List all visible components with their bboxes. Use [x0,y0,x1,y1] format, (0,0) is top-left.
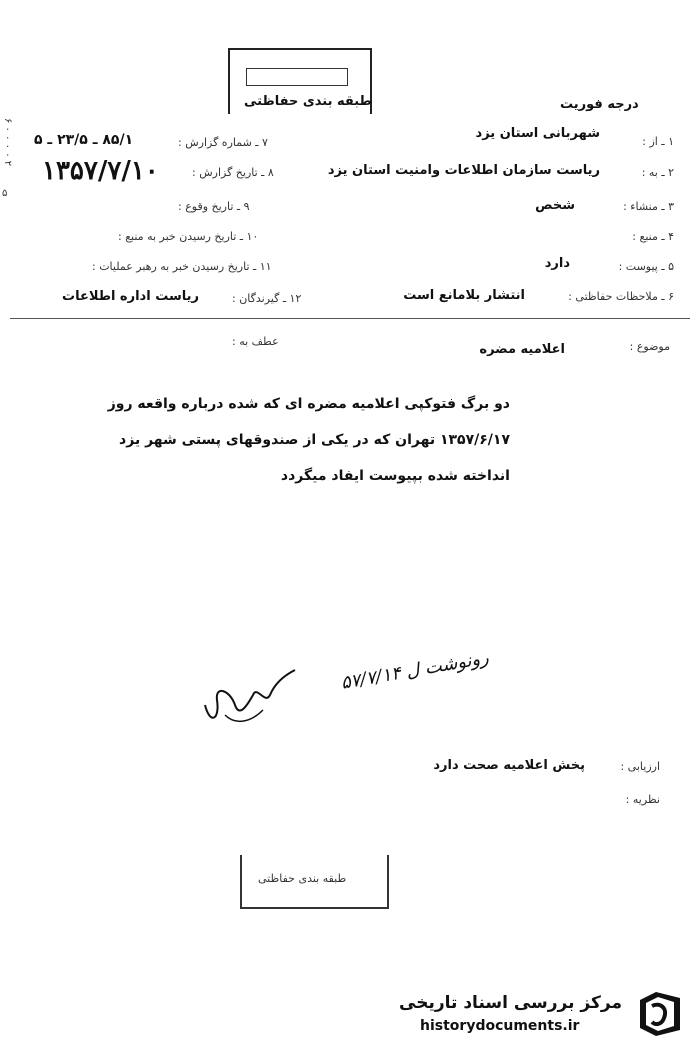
source-label: ۴ ـ منبع : [632,230,674,243]
opinion-label: نظریه : [625,793,660,806]
body-line-1: دو برگ فتوکپی اعلامیه مضره ای که شده درباره واقعه روز [107,396,510,412]
bottom-stamp-text: طبقه بندی حفاظتی [258,872,347,885]
body-line-2: ۱۳۵۷/۶/۱۷ تهران که در یکی از صندوقهای پستی شهر یزد [119,432,510,448]
report-no-value: ۸۵/۱ ـ ۲۳/۵ ـ ۵ [34,132,134,148]
news-date-label: ۱۰ ـ تاریخ رسیدن خبر به منبع : [118,230,259,243]
report-no-label: ۷ ـ شماره گزارش : [178,136,268,149]
evaluation-label: ارزیابی : [620,760,660,773]
org-name: مرکز بررسی اسناد تاریخی [399,993,622,1013]
website-link[interactable]: historydocuments.ir [420,1018,580,1034]
report-date-value: ۱۳۵۷/۷/۱۰ [42,156,159,186]
event-date-label: ۹ ـ تاریخ وقوع : [178,200,250,213]
body-line-3: انداخته شده بپیوست ایفاد میگردد [280,468,510,484]
signature-image [195,665,305,735]
handwritten-note: رونوشت ل ۵۷/۷/۱۴ [339,647,491,694]
subject-value: اعلامیه مضره [479,342,565,357]
signature-text [200,690,203,691]
side-code-bottom: ۵ [2,188,8,199]
subject-label: موضوع : [629,340,670,353]
attachment-value: دارد [544,256,570,271]
notes-value: انتشار بلامانع است [403,288,525,303]
from-value: شهربانی استان یزد [475,126,600,141]
archive-logo-icon [634,988,686,1038]
from-label: ۱ ـ از : [642,135,674,148]
side-code-top: ۶ ۰ ۰ ۰ ۰ ۲ [2,118,13,167]
recipients-value: ریاست اداره اطلاعات [62,289,199,304]
ops-date-label: ۱۱ ـ تاریخ رسیدن خبر به رهبر عملیات : [92,260,272,273]
header-divider [10,318,690,319]
notes-label: ۶ ـ ملاحظات حفاظتی : [568,290,674,303]
priority-label: درجه فوریت [560,97,639,112]
evaluation-value: پخش اعلامیه صحت دارد [433,758,585,773]
classification-label: طبقه بندی حفاظتی [244,94,372,109]
to-label: ۲ ـ به : [641,166,674,179]
classification-inner-box [246,68,348,86]
recipients-label: ۱۲ ـ گیرندگان : [232,292,302,305]
origin-value: شخص [535,198,575,213]
report-date-label: ۸ ـ تاریخ گزارش : [192,166,274,179]
to-value: ریاست سازمان اطلاعات وامنیت استان یزد [327,163,600,178]
attachment-label: ۵ ـ پیوست : [618,260,674,273]
reference-label: عطف به : [232,335,279,348]
origin-label: ۳ ـ منشاء : [623,200,674,213]
